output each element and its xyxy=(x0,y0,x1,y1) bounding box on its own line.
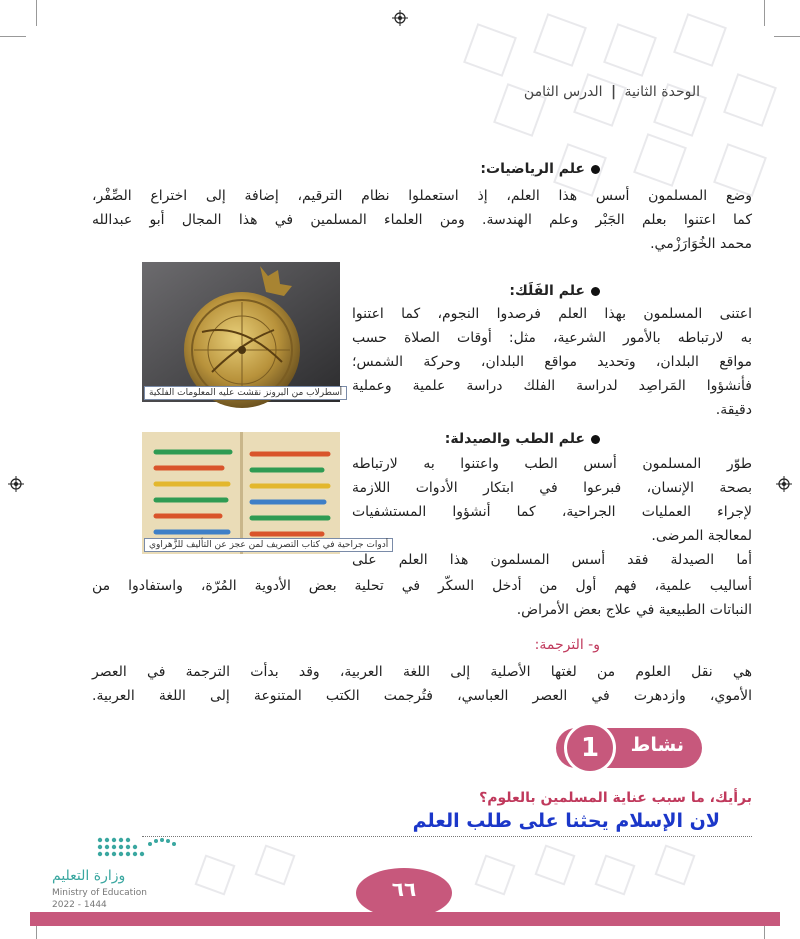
crop-mark xyxy=(36,0,37,26)
surgical-tools-figure xyxy=(142,432,389,554)
text-line: محمد الخُوَارَزْمي. xyxy=(650,236,752,252)
translation-heading: و- الترجمة: xyxy=(534,637,600,653)
bullet-icon xyxy=(591,287,600,296)
text-line: فأنشؤوا المَراصِد لدراسة الفلك دراسة علمية وعملية xyxy=(352,378,752,394)
ministry-name-en: Ministry of Education xyxy=(52,888,147,898)
astrolabe-figure xyxy=(142,262,343,402)
astrolabe-image xyxy=(142,262,340,402)
activity-label: نشاط xyxy=(630,734,684,756)
registration-mark-icon xyxy=(776,476,792,492)
translation-paragraph xyxy=(92,660,752,708)
text-line: به لارتباطه بالأمور الشرعية، مثل: أوقات الصلاة حسب xyxy=(352,330,752,346)
text-line: النباتات الطبيعية في علاج بعض الأمراض. xyxy=(516,602,752,618)
activity-number-circle: 1 xyxy=(564,722,616,774)
text-line: هي نقل العلوم من لغتها الأصلية إلى اللغة العربية، وقد بدأت الترجمة في العصر xyxy=(92,664,752,680)
text-line: اعتنى المسلمون بهذا العلم فرصدوا النجوم، كما اعتنوا xyxy=(352,306,752,322)
math-paragraph xyxy=(92,184,752,256)
text-line: بصحة الإنسان، فبرعوا في ابتكار الأدوات اللازمة xyxy=(352,480,752,496)
registration-mark-icon xyxy=(8,476,24,492)
ministry-year: 2022 - 1444 xyxy=(52,900,107,910)
bullet-icon xyxy=(591,435,600,444)
text-line: الأموي، وازدهرت في العصر العباسي، فتُرجمت الكتب المتنوعة إلى اللغة العربية. xyxy=(92,688,752,704)
astrolabe-caption: أسطرلاب من البرونز نقشت عليه المعلومات الفلكية xyxy=(144,386,347,400)
text-line: دقيقة. xyxy=(715,402,752,418)
math-heading: علم الرياضيات: xyxy=(480,158,600,180)
surgical-tools-caption: أدوات جراحية في كتاب التصريف لمن عجز عن التأليف للزَّهراوي xyxy=(144,538,393,552)
text-line: طوّر المسلمون أسس الطب واعتنوا به لارتباطه xyxy=(352,456,752,472)
astronomy-heading: علم الفَلَك: xyxy=(509,280,600,302)
ministry-dots-icon xyxy=(40,832,190,864)
text-line: أما الصيدلة فقد أسس المسلمون هذا العلم على xyxy=(352,552,752,568)
medicine-heading: علم الطب والصيدلة: xyxy=(445,428,600,450)
surgical-tools-image xyxy=(142,432,340,554)
unit-title: الوحدة الثانية xyxy=(624,84,700,100)
lesson-title: الدرس الثامن xyxy=(523,84,603,100)
text-line: كما اعتنوا بعلم الجَبْر وعلم الهندسة. ومن العلماء المسلمين في هذا المجال أبو عبدالله xyxy=(92,212,752,228)
crop-mark xyxy=(0,36,26,37)
astronomy-paragraph xyxy=(352,302,752,422)
text-line: مواقع البلدان، وتحديد مواقع البلدان، وحركة الشمس؛ xyxy=(352,354,752,370)
ministry-name-ar: وزارة التعليم xyxy=(52,868,126,884)
bullet-icon xyxy=(591,165,600,174)
registration-mark-icon xyxy=(392,10,408,26)
unit-lesson-header xyxy=(524,84,700,100)
crop-mark xyxy=(774,36,800,37)
header-separator: | xyxy=(610,84,617,100)
activity-answer: لان الإسلام يحثنا على طلب العلم xyxy=(412,810,720,832)
medicine-paragraph xyxy=(352,452,752,572)
crop-mark xyxy=(764,0,765,26)
ministry-logo xyxy=(40,832,190,912)
answer-line[interactable] xyxy=(142,836,752,837)
text-line: لإجراء العمليات الجراحية، كما أنشؤوا المستشفيات xyxy=(352,504,752,520)
text-line: لمعالجة المرضى. xyxy=(651,528,752,544)
activity-badge xyxy=(556,728,702,768)
activity-question: برأيك، ما سبب عناية المسلمين بالعلوم؟ xyxy=(479,790,752,806)
pharmacy-paragraph xyxy=(92,574,752,622)
text-line: وضع المسلمون أسس هذا العلم، إذ استعملوا نظام الترقيم، إضافة إلى اختراع الصِّفْر، xyxy=(92,188,752,204)
text-line: أساليب علمية، فهم أول من أدخل السكّر في تحلية بعض الأدوية المُرّة، واستفادوا من xyxy=(92,578,752,594)
page-number: ٦٦ xyxy=(356,868,452,918)
